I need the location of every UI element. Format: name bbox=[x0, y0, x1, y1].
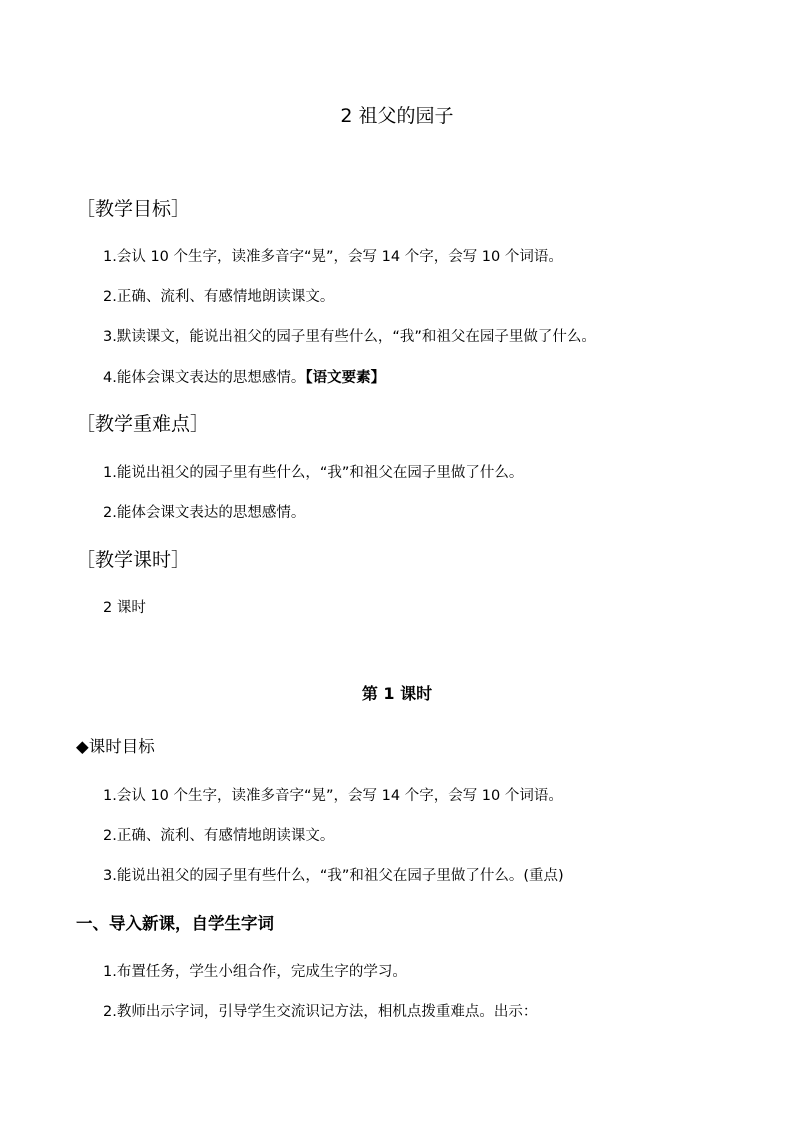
lesson1-goal-item-2: 2.正确、流利、有感情地朗读课文。 bbox=[103, 828, 335, 844]
goal-item-1: 1.会认 10 个生字，读准多音字“晃”，会写 14 个字，会写 10 个词语。 bbox=[103, 249, 563, 265]
goal-item-4 bbox=[103, 371, 385, 386]
section-heading-hours: ［教学课时］ bbox=[76, 549, 191, 571]
key-point-item-2: 2.能体会课文表达的思想感情。 bbox=[103, 505, 306, 521]
lesson1-goal-item-1: 1.会认 10 个生字，读准多音字“晃”，会写 14 个字，会写 10 个词语。 bbox=[103, 788, 563, 804]
page-title: 2 祖父的园子 bbox=[340, 105, 454, 127]
lesson1-title: 第 1 课时 bbox=[361, 684, 433, 703]
section-heading-key-points: ［教学重难点］ bbox=[76, 413, 210, 435]
lesson1-goals-heading: ◆课时目标 bbox=[76, 737, 155, 756]
section-heading-goals: ［教学目标］ bbox=[76, 198, 191, 220]
part1-heading: 一、导入新课，自学生字词 bbox=[76, 914, 274, 933]
hours-value: 2 课时 bbox=[103, 600, 146, 616]
goal-item-2: 2.正确、流利、有感情地朗读课文。 bbox=[103, 289, 335, 305]
goal-item-3: 3.默读课文，能说出祖父的园子里有些什么，“我”和祖父在园子里做了什么。 bbox=[103, 329, 596, 345]
key-point-item-1: 1.能说出祖父的园子里有些什么，“我”和祖父在园子里做了什么。 bbox=[103, 465, 524, 481]
goal-item-4-tag: 【语文要素】 bbox=[305, 370, 386, 386]
lesson1-goal-item-3: 3.能说出祖父的园子里有些什么，“我”和祖父在园子里做了什么。(重点) bbox=[103, 868, 564, 884]
part1-item-1: 1.布置任务，学生小组合作，完成生字的学习。 bbox=[103, 964, 407, 980]
part1-item-2: 2.教师出示字词，引导学生交流识记方法，相机点拨重难点。出示： bbox=[103, 1004, 538, 1020]
goal-item-4-text: 4.能体会课文表达的思想感情。 bbox=[103, 370, 306, 386]
